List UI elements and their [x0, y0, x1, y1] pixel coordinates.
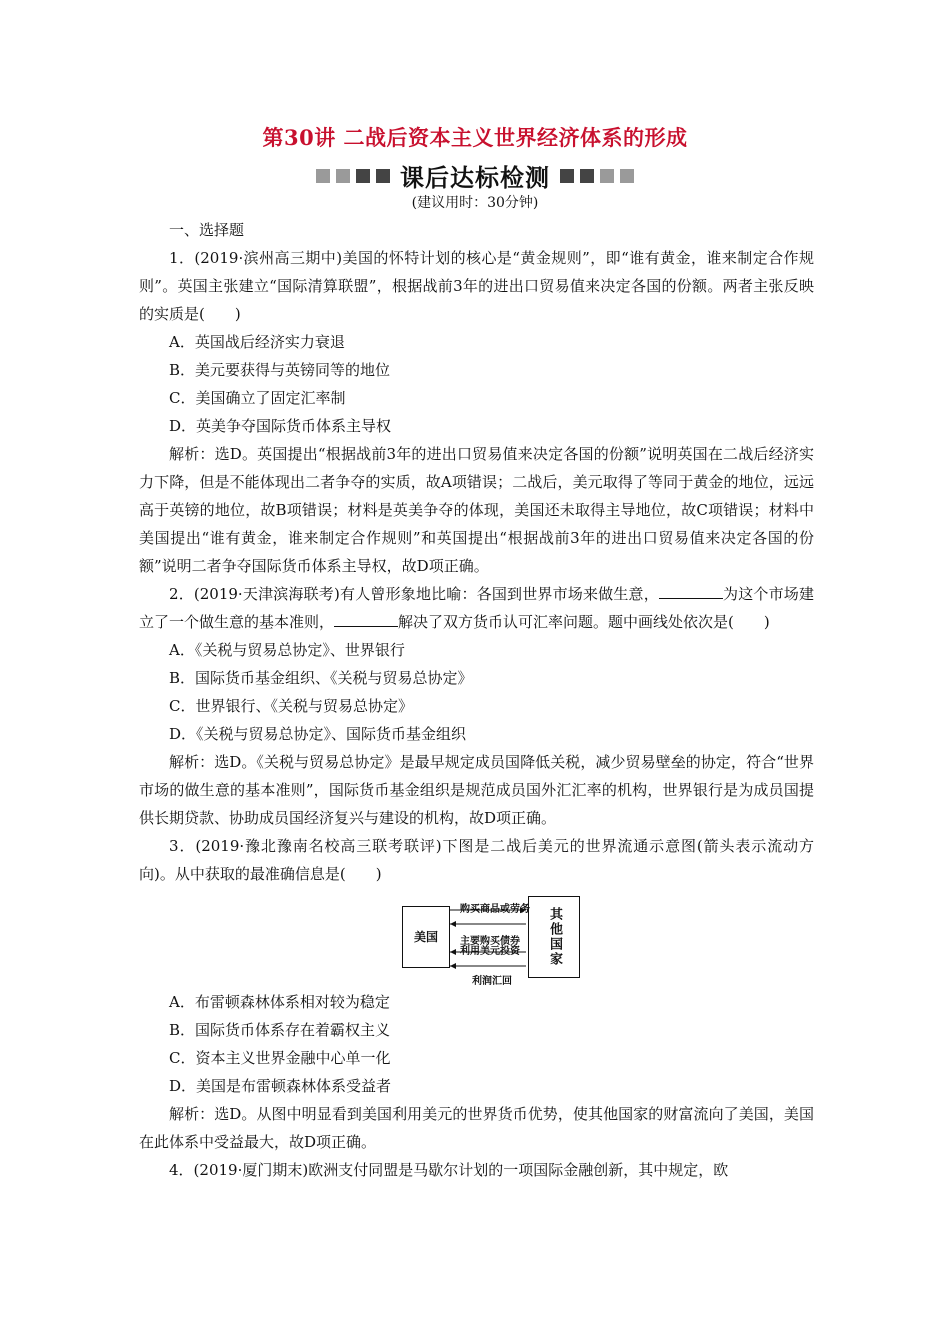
section-heading: 一、选择题: [169, 221, 245, 239]
banner-squares-right: [560, 169, 634, 183]
q2-option-c: C．世界银行、《关税与贸易总协定》: [169, 697, 413, 715]
section-banner: [0, 158, 950, 193]
q1-analysis: 解析：选D。英国提出“根据战前3年的进出口贸易值来决定各国的份额”说明英国在二战后经济实力下降，但是不能体现出二者争夺的实质，故A项错误；二战后，美元取得了等同于黄金的地位，远远高于英镑的地位，故B项错误；材料是英美争夺的体现，美国还未取得主导地位，故C项错误；材料中美国提出“谁有黄金，谁来制定合作规则”和英国提出“根据战前3年的进出口贸易值来决定各国的份额”说明二者争夺国际货币体系主导权，故D项正确。: [139, 445, 814, 575]
box-united-states: 美国: [402, 906, 450, 968]
q2-stem-part-c: 解决了双方货币认可汇率问题。题中画线处依次是( ): [398, 613, 770, 631]
q2-option-d: D．《关税与贸易总协定》、国际货币基金组织: [169, 725, 467, 743]
label-buy-goods: 购买商品或劳务: [460, 904, 530, 915]
q2-stem-part-b: 为这个市场建立了一个做生意的基本准则，: [139, 585, 814, 631]
box-other-countries: [528, 896, 580, 978]
arrow-mid2-head: [450, 949, 456, 955]
q3-option-b: B．国际货币体系存在着霸权主义: [169, 1021, 391, 1039]
suggested-time: (建议用时：30分钟): [411, 195, 539, 211]
q2-analysis: 解析：选D。《关税与贸易总协定》是最早规定成员国降低关税，减少贸易壁垒的协定，符合“世界市场的做生意的基本准则”，国际货币基金组织是规范成员国外汇汇率的机构，世界银行是为成员国提供长期贷款、协助成员国经济复兴与建设的机构，故D项正确。: [139, 753, 814, 827]
arrow-bottom-head: [450, 963, 456, 969]
banner-squares-left: [316, 169, 390, 183]
q3-option-d: D．美国是布雷顿森林体系受益者: [169, 1077, 392, 1095]
q2-option-a: A．《关税与贸易总协定》、世界银行: [169, 641, 405, 659]
arrow-mid1-head: [450, 921, 456, 927]
q1-stem: 1．(2019·滨州高三期中)美国的怀特计划的核心是“黄金规则”，即“谁有黄金，谁来制定合作规则”。英国主张建立“国际清算联盟”，根据战前3年的进出口贸易值来决定各国的份额。两者主张反映的实质是( ): [139, 249, 814, 323]
q3-option-c: C．资本主义世界金融中心单一化: [169, 1049, 391, 1067]
q2-stem-part-a: 2．(2019·天津滨海联考)有人曾形象地比喻：各国到世界市场来做生意，: [169, 585, 659, 603]
q3-stem: 3．(2019·豫北豫南名校高三联考联评)下图是二战后美元的世界流通示意图(箭头表示流动方向)。从中获取的最准确信息是( ): [139, 837, 814, 883]
q1-option-c: C．美国确立了固定汇率制: [169, 389, 346, 407]
question-content: [139, 216, 814, 1184]
q3-option-a: A．布雷顿森林体系相对较为稳定: [169, 993, 390, 1011]
lesson-title: 第30讲 二战后资本主义世界经济体系的形成: [262, 125, 688, 150]
q1-option-b: B．美元要获得与英镑同等的地位: [169, 361, 391, 379]
label-profit-repatriation: 利润汇回: [472, 976, 512, 987]
q4-stem: 4．(2019·厦门期末)欧洲支付同盟是马歇尔计划的一项国际金融创新，其中规定，欧: [169, 1161, 729, 1179]
dollar-flow-diagram: [402, 896, 580, 987]
q3-analysis: 解析：选D。从图中明显看到美国利用美元的世界货币优势，使其他国家的财富流向了美国，美国在此体系中受益最大，故D项正确。: [139, 1105, 814, 1151]
blank-line-2: [334, 612, 398, 627]
label-buy-bonds: 主要购买债券: [460, 936, 520, 947]
blank-line-1: [659, 584, 723, 599]
banner-title: 课后达标检测: [400, 164, 550, 192]
q2-option-b: B．国际货币基金组织、《关税与贸易总协定》: [169, 669, 473, 687]
label-invest-dollars: 利用美元投资: [460, 946, 520, 957]
box-other-label: 其他国家: [547, 907, 562, 967]
q1-option-d: D．英美争夺国际货币体系主导权: [169, 417, 392, 435]
q1-option-a: A．英国战后经济实力衰退: [169, 333, 345, 351]
q2-stem: [139, 580, 814, 636]
